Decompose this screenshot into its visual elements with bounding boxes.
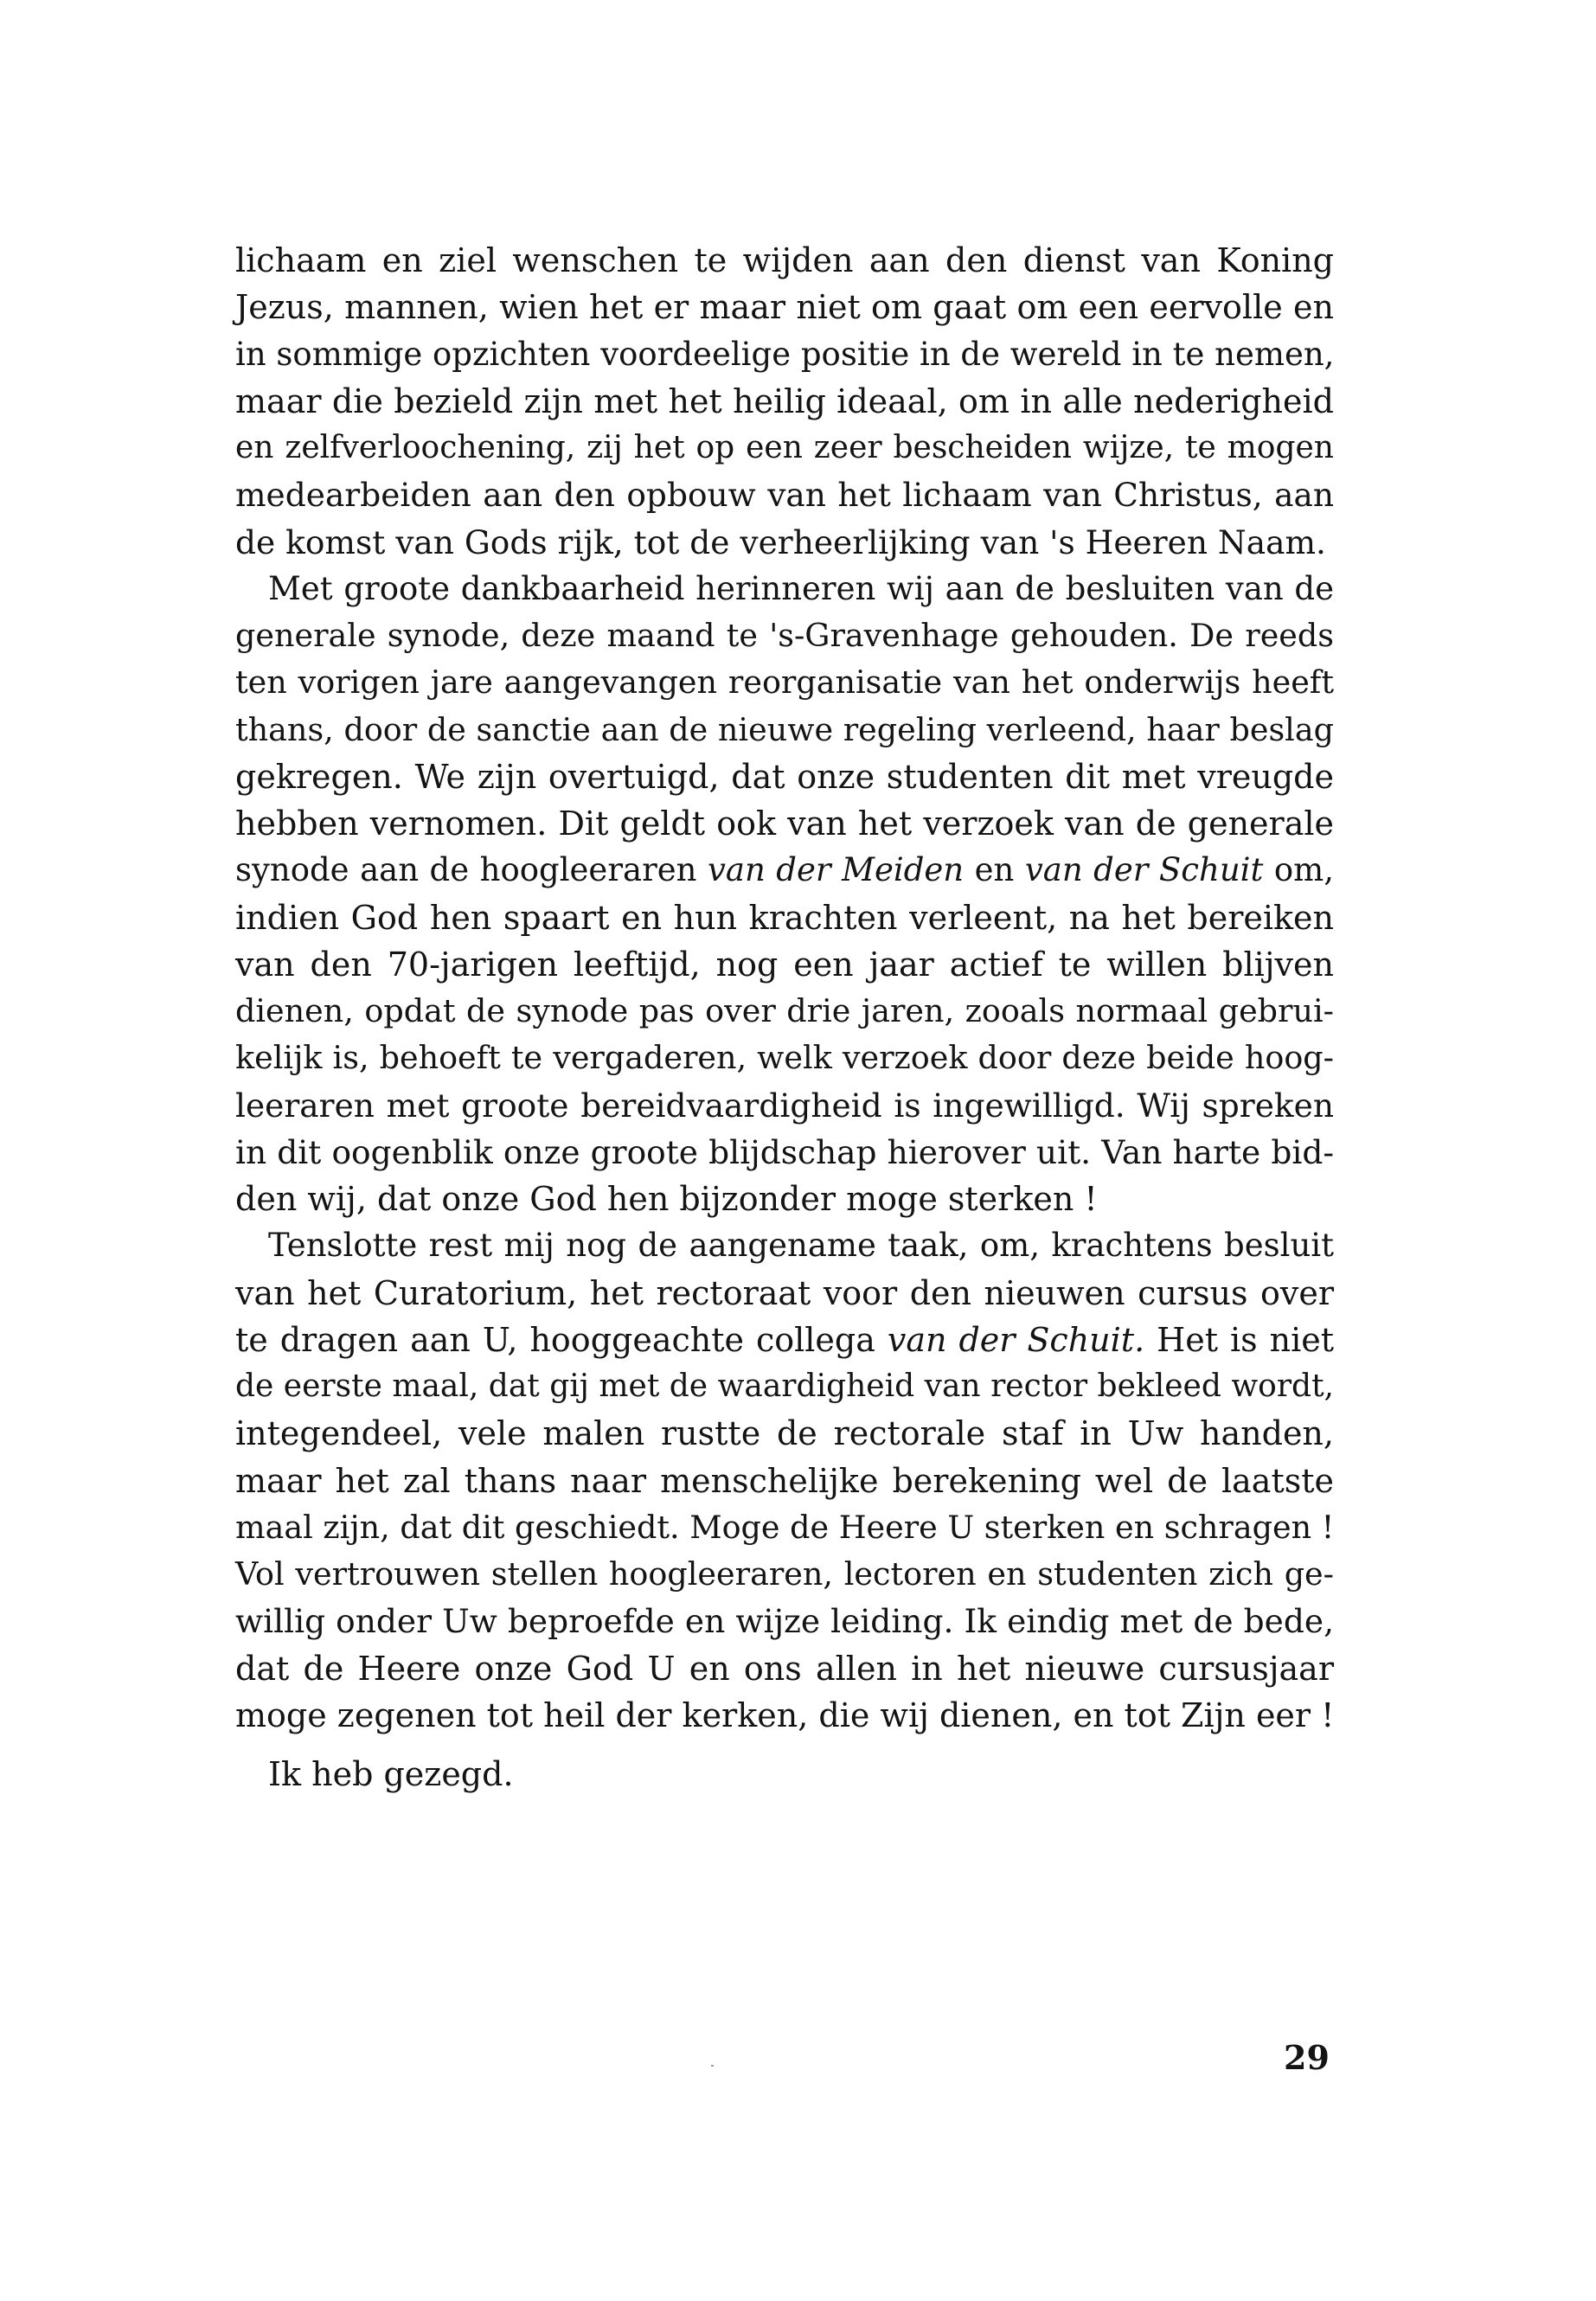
text-segment: Het is niet — [1144, 1320, 1334, 1359]
text-segment: leeraren met groote bereidvaardigheid is ingewilligd. Wij spreken — [235, 1086, 1334, 1125]
text-line — [235, 707, 1334, 753]
text-segment: om, — [1263, 851, 1335, 889]
text-segment: ten vorigen jare aangevangen reorganisatie van het onderwijs heeft — [235, 663, 1334, 702]
text-segment: maal zijn, dat dit geschiedt. Moge de Heere U sterken en schragen ! — [235, 1508, 1335, 1546]
text-line — [235, 284, 1334, 330]
text-line — [235, 1363, 1334, 1410]
text-segment: hebben vernomen. Dit geldt ook van het verzoek van de generale — [235, 804, 1334, 843]
italic-name: van der Schuit — [1024, 851, 1264, 889]
text-line — [235, 1598, 1334, 1644]
text-segment: dienen, opdat de synode pas over drie jaren, zooals normaal gebrui- — [235, 992, 1334, 1029]
text-segment: van het Curatorium, het rectoraat voor den nieuwen cursus over — [235, 1273, 1334, 1312]
text-segment: Tenslotte rest mij nog de aangename taak, om, krachtens besluit — [268, 1227, 1334, 1265]
text-line — [235, 612, 1334, 659]
text-segment: Met groote dankbaarheid herinneren wij aan de besluiten van de — [268, 569, 1334, 607]
text-segment: thans, door de sanctie aan de nieuwe regeling verleend, haar beslag — [235, 710, 1334, 748]
text-line — [235, 1035, 1334, 1081]
scan-speck — [711, 2065, 714, 2067]
text-segment: dat de Heere onze God U en ons allen in het nieuwe cursusjaar — [235, 1649, 1334, 1688]
text-segment: Jezus, mannen, wien het er maar niet om gaat om een eervolle en — [235, 288, 1334, 327]
text-segment: de komst van Gods rijk, tot de verheerlijking van 's Heeren Naam. — [235, 522, 1326, 561]
text-line — [235, 847, 1334, 894]
text-line — [235, 425, 1334, 471]
text-line — [235, 1176, 1334, 1222]
text-line — [235, 1692, 1334, 1739]
text-segment: de eerste maal, dat gij met de waardigheid van rector bekleed wordt, — [235, 1368, 1334, 1404]
italic-name: van der Schuit. — [887, 1320, 1145, 1359]
text-line — [235, 1504, 1334, 1551]
text-segment: den wij, dat onze God hen bijzonder moge sterken ! — [235, 1180, 1098, 1218]
text-segment: en zelfverloochening, zij het op een zeer bescheiden wijze, te mogen — [235, 430, 1334, 465]
text-line — [235, 331, 1334, 378]
text-line — [235, 566, 1334, 612]
text-segment: Vol vertrouwen stellen hoogleeraren, lectoren en studenten zich ge- — [235, 1555, 1334, 1593]
text-line — [235, 1082, 1334, 1129]
text-segment: integendeel, vele malen rustte de rectorale staf in Uw handen, — [235, 1414, 1334, 1453]
text-segment: kelijk is, behoeft te vergaderen, welk verzoek door deze beide hoog- — [235, 1039, 1334, 1077]
text-segment: van den 70-jarigen leeftijd, nog een jaar actief te willen blijven — [235, 945, 1334, 984]
text-segment: lichaam en ziel wenschen te wijden aan den dienst van Koning — [235, 241, 1334, 279]
text-line — [235, 894, 1334, 941]
text-line — [235, 988, 1334, 1035]
body-text — [235, 237, 1334, 1739]
text-segment: generale synode, deze maand te 's-Gravenhage gehouden. De reeds — [235, 617, 1334, 654]
text-segment: te dragen aan U, hooggeachte collega — [235, 1320, 888, 1359]
text-line — [235, 378, 1334, 425]
text-segment: indien God hen spaart en hun krachten verleent, na het bereiken — [235, 898, 1334, 937]
text-line — [235, 471, 1334, 518]
page-number: 29 — [1284, 2038, 1330, 2077]
text-segment: maar het zal thans naar menschelijke berekening wel de laatste — [235, 1461, 1334, 1500]
text-line — [235, 1410, 1334, 1457]
text-line — [235, 941, 1334, 988]
text-line — [235, 1222, 1334, 1269]
text-segment: in sommige opzichten voordeelige positie in de wereld in te nemen, — [235, 335, 1335, 373]
text-segment: medearbeiden aan den opbouw van het lichaam van Christus, aan — [235, 476, 1334, 515]
text-line — [235, 1458, 1334, 1504]
text-segment: moge zegenen tot heil der kerken, die wij dienen, en tot Zijn eer ! — [235, 1695, 1335, 1734]
text-segment: maar die bezield zijn met het heilig ideaal, om in alle nederigheid — [235, 381, 1334, 420]
text-segment: gekregen. We zijn overtuigd, dat onze studenten dit met vreugde — [235, 757, 1334, 796]
text-segment: en — [964, 851, 1025, 889]
text-line — [235, 800, 1334, 847]
text-segment: willig onder Uw beproefde en wijze leiding. Ik eindig met de bede, — [235, 1602, 1334, 1641]
text-line — [235, 1645, 1334, 1692]
italic-name: van der Meiden — [708, 851, 965, 889]
closing-line: Ik heb gezegd. — [268, 1755, 514, 1793]
text-line — [235, 1270, 1334, 1317]
text-line — [235, 753, 1334, 800]
text-segment: synode aan de hoogleeraren — [235, 851, 708, 889]
text-line — [235, 1317, 1334, 1363]
text-line — [235, 1551, 1334, 1598]
text-line — [235, 237, 1334, 284]
text-line — [235, 1129, 1334, 1176]
text-line — [235, 659, 1334, 706]
text-line — [235, 519, 1334, 566]
text-segment: in dit oogenblik onze groote blijdschap hierover uit. Van harte bid- — [235, 1132, 1334, 1171]
